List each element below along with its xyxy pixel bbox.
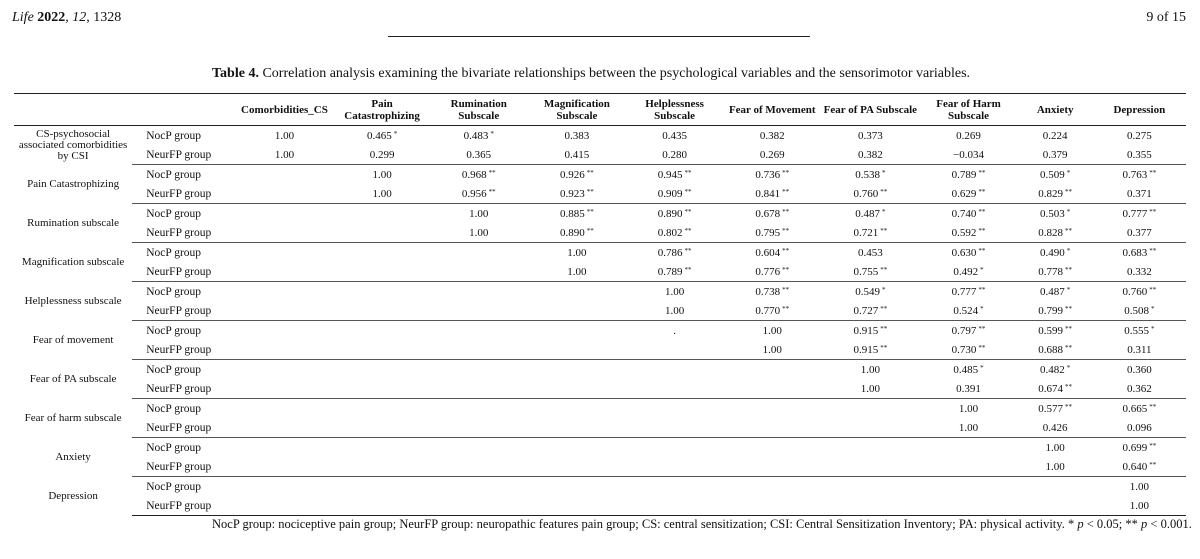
page-number: 9 of 15 [1146,10,1186,25]
correlation-cell [430,457,528,477]
correlation-cell: 0.730 ** [919,340,1017,360]
correlation-cell: 0.828 ** [1018,223,1093,243]
correlation-cell: 0.795 ** [723,223,821,243]
correlation-cell: 0.487 * [855,207,886,220]
group-label: NeurFP group [132,457,234,477]
correlation-cell: 1.00 [567,246,587,259]
correlation-cell: 0.383 [564,129,590,142]
correlation-cell [234,340,334,360]
table-header-row [14,94,1186,126]
correlation-table [14,93,1186,516]
correlation-cell [335,340,430,360]
group-label: NeurFP group [132,340,234,360]
correlation-cell [335,243,430,263]
correlation-cell [528,301,626,321]
correlation-cell: 0.371 [1093,184,1186,204]
correlation-cell [528,321,626,341]
correlation-cell [723,477,821,497]
journal-year: 2022 [37,10,66,25]
variable-label: Fear of movement [32,333,114,346]
correlation-cell: 0.224 [1042,129,1068,142]
table-body [14,126,1186,516]
correlation-cell: 0.362 [1093,379,1186,399]
correlation-cell: 0.592 ** [919,223,1017,243]
table-row [14,399,1186,419]
correlation-cell [335,262,430,282]
correlation-cell: 0.426 [1018,418,1093,438]
correlation-cell: 1.00 [469,207,489,220]
correlation-cell: 0.736 ** [755,168,790,181]
correlation-cell [430,418,528,438]
correlation-cell [430,496,528,516]
correlation-cell [528,360,626,380]
correlation-cell [430,282,528,302]
column-header: Comorbidities_CS [234,94,334,126]
group-label: NeurFP group [132,145,234,165]
group-label: NocP group [146,285,202,298]
correlation-cell [335,438,430,458]
correlation-cell: 0.760 ** [1122,285,1157,298]
correlation-cell [234,262,334,282]
correlation-cell: 0.629 ** [919,184,1017,204]
correlation-cell: 0.738 ** [755,285,790,298]
correlation-cell: 0.490 * [1040,246,1071,259]
correlation-cell [430,340,528,360]
table-caption-text: Correlation analysis examining the bivariate relationships between the psychological variables and the sensorimotor variables. [262,66,971,81]
group-label: NocP group [146,480,202,493]
correlation-cell: 1.00 [626,301,723,321]
article-number: 1328 [93,10,122,25]
correlation-cell: 0.915 ** [821,340,919,360]
variable-label: Fear of PA subscale [29,372,117,385]
correlation-cell [821,438,919,458]
correlation-cell: 0.373 [858,129,883,142]
correlation-cell: 0.415 [528,145,626,165]
group-label: NocP group [146,246,202,259]
correlation-cell: 1.00 [1093,496,1186,516]
correlation-cell [723,379,821,399]
correlation-cell: 0.503 * [1040,207,1071,220]
footnote-p1-rest: < 0.05; ** [1083,517,1142,531]
variable-label: Fear of harm subscale [24,411,122,424]
correlation-cell: 0.778 ** [1018,262,1093,282]
correlation-cell [430,321,528,341]
group-label: NeurFP group [132,262,234,282]
correlation-cell [234,184,334,204]
correlation-cell: 0.776 ** [723,262,821,282]
correlation-cell [1018,477,1093,497]
correlation-cell: 1.00 [762,324,782,337]
table-row [14,496,1186,516]
correlation-cell [528,399,626,419]
group-label: NocP group [146,324,202,337]
table-row [14,145,1186,165]
table-row [14,282,1186,302]
correlation-cell [234,223,334,243]
table-row [14,379,1186,399]
group-label: NocP group [146,363,202,376]
correlation-cell: 0.483 * [463,129,494,142]
correlation-cell: 0.096 [1093,418,1186,438]
correlation-cell [234,204,334,224]
correlation-cell: 0.740 ** [951,207,986,220]
table-row [14,477,1186,497]
correlation-cell: 1.00 [1045,441,1065,454]
correlation-cell: 0.640 ** [1093,457,1186,477]
correlation-cell [234,379,334,399]
correlation-cell [723,418,821,438]
correlation-cell [528,457,626,477]
correlation-cell [821,477,919,497]
group-label: NeurFP group [132,418,234,438]
table-row [14,340,1186,360]
correlation-cell: 0.311 [1093,340,1186,360]
correlation-cell [234,496,334,516]
group-label: NeurFP group [132,379,234,399]
correlation-cell: 0.391 [919,379,1017,399]
column-header: Anxiety [1018,94,1093,126]
correlation-cell: 0.841 ** [723,184,821,204]
correlation-cell: 1.00 [430,223,528,243]
correlation-cell [335,496,430,516]
correlation-cell: 0.915 ** [853,324,888,337]
correlation-cell [528,438,626,458]
correlation-cell [234,457,334,477]
correlation-cell: 0.604 ** [755,246,790,259]
correlation-cell [626,399,723,419]
correlation-cell [528,282,626,302]
correlation-cell: 1.00 [335,184,430,204]
correlation-cell: 0.909 ** [626,184,723,204]
correlation-cell [626,438,723,458]
correlation-cell: 0.280 [626,145,723,165]
correlation-cell: 0.755 ** [821,262,919,282]
correlation-cell [234,165,334,185]
column-header: Magnification Subscale [528,94,626,126]
correlation-cell: 1.00 [274,129,295,142]
correlation-cell: 0.555 * [1124,324,1155,337]
correlation-cell [335,457,430,477]
correlation-cell: 0.382 [821,145,919,165]
correlation-cell: 0.789 ** [626,262,723,282]
correlation-cell [335,418,430,438]
correlation-cell [430,379,528,399]
correlation-cell: 1.00 [958,402,979,415]
correlation-cell: 0.945 ** [657,168,692,181]
column-header: Rumination Subscale [430,94,528,126]
correlation-cell: 0.802 ** [626,223,723,243]
correlation-cell: −0.034 [919,145,1017,165]
correlation-cell [234,282,334,302]
correlation-cell [234,477,334,497]
journal-name: Life [12,10,34,25]
table-row [14,321,1186,341]
correlation-cell: 1.00 [1018,457,1093,477]
correlation-cell: 0.674 ** [1018,379,1093,399]
correlation-cell: 0.699 ** [1122,441,1157,454]
variable-label: Magnification subscale [21,255,125,268]
correlation-cell [723,438,821,458]
correlation-cell: 0.355 [1093,145,1186,165]
group-label: NocP group [146,129,202,142]
correlation-cell: 0.890 ** [657,207,692,220]
footnote-p2-rest: < 0.001. [1147,517,1192,531]
correlation-cell: 0.332 [1093,262,1186,282]
correlation-cell [335,477,430,497]
correlation-cell: 0.721 ** [821,223,919,243]
correlation-cell: 0.777 ** [951,285,986,298]
correlation-cell [430,399,528,419]
correlation-cell: 0.599 ** [1038,324,1073,337]
correlation-cell: 1.00 [234,145,334,165]
column-header: Fear of Movement [723,94,821,126]
correlation-cell: 0.577 ** [1038,402,1073,415]
correlation-cell: 0.789 ** [951,168,986,181]
group-label: NocP group [146,441,202,454]
correlation-cell [528,418,626,438]
table-label: Table 4. [212,66,259,81]
correlation-cell: 0.797 ** [951,324,986,337]
table-row [14,262,1186,282]
correlation-cell: . [673,324,676,337]
correlation-cell [430,477,528,497]
correlation-cell: 0.777 ** [1122,207,1157,220]
correlation-cell [626,360,723,380]
correlation-cell: 0.678 ** [755,207,790,220]
correlation-cell [919,457,1017,477]
table-row [14,418,1186,438]
correlation-cell [821,457,919,477]
correlation-cell [335,379,430,399]
correlation-cell [821,496,919,516]
correlation-cell [528,340,626,360]
correlation-cell [234,243,334,263]
correlation-cell: 0.435 [662,129,687,142]
footnote-p1: p [1077,517,1084,531]
group-label: NeurFP group [132,496,234,516]
header-rule [388,36,810,37]
correlation-cell: 0.549 * [855,285,886,298]
group-label: NeurFP group [132,223,234,243]
correlation-cell: 0.829 ** [1018,184,1093,204]
correlation-cell: 1.00 [664,285,685,298]
correlation-cell [335,399,430,419]
footnote-p2: p [1141,517,1148,531]
correlation-cell: 0.508 * [1093,301,1186,321]
variable-label: Pain Catastrophizing [27,177,120,190]
correlation-cell: 0.509 * [1040,168,1071,181]
column-header: Helplessness Subscale [626,94,723,126]
correlation-cell [626,379,723,399]
correlation-cell [430,360,528,380]
correlation-cell [723,399,821,419]
correlation-cell [335,360,430,380]
group-label: NeurFP group [132,184,234,204]
running-header: Life 2022, 12, 1328 [12,10,122,25]
correlation-cell: 0.492 * [919,262,1017,282]
correlation-cell [234,321,334,341]
correlation-cell: 0.885 ** [560,207,594,220]
table-row [14,301,1186,321]
correlation-cell [919,438,1017,458]
correlation-cell: 0.683 ** [1122,246,1157,259]
correlation-cell [723,360,821,380]
correlation-cell [335,321,430,341]
column-header: Pain Catastrophizing [335,94,430,126]
correlation-cell: 0.360 [1126,363,1152,376]
header-blank-variable [14,94,132,126]
correlation-cell: 1.00 [919,418,1017,438]
correlation-cell: 0.923 ** [528,184,626,204]
correlation-cell: 0.465 * [366,129,398,142]
correlation-cell: 0.482 * [1040,363,1071,376]
correlation-cell: 1.00 [821,379,919,399]
journal-volume: 12 [72,10,87,25]
correlation-cell: 0.269 [723,145,821,165]
correlation-cell [234,399,334,419]
correlation-cell [430,438,528,458]
correlation-cell [528,496,626,516]
column-header: Depression [1093,94,1186,126]
correlation-cell: 0.786 ** [657,246,692,259]
correlation-cell: 0.269 [956,129,981,142]
header-blank-group [132,94,234,126]
correlation-cell: 0.487 * [1040,285,1071,298]
column-header: Fear of PA Subscale [821,94,919,126]
correlation-cell: 1.00 [528,262,626,282]
correlation-cell [821,418,919,438]
correlation-cell: 0.275 [1126,129,1152,142]
table-row [14,438,1186,458]
correlation-cell [430,301,528,321]
correlation-cell: 1.00 [372,168,392,181]
correlation-cell: 0.799 ** [1018,301,1093,321]
correlation-cell: 0.538 * [855,168,886,181]
correlation-cell: 0.968 ** [461,168,496,181]
correlation-cell [723,496,821,516]
correlation-cell [335,204,430,224]
table-row [14,457,1186,477]
correlation-cell [626,477,723,497]
group-label: NocP group [146,402,202,415]
table-footnote [212,517,1192,531]
correlation-cell: 0.956 ** [430,184,528,204]
table-row [14,126,1186,146]
correlation-cell [626,340,723,360]
correlation-cell [919,477,1017,497]
correlation-cell: 0.763 ** [1122,168,1157,181]
correlation-cell: 0.524 * [919,301,1017,321]
variable-label: CS-psychosocial associated comorbidities by CSI [18,127,128,162]
table-row [14,165,1186,185]
correlation-cell [335,282,430,302]
correlation-cell [430,243,528,263]
table-row [14,360,1186,380]
correlation-cell: 0.630 ** [951,246,986,259]
correlation-cell [626,418,723,438]
correlation-cell: 1.00 [860,363,880,376]
correlation-cell [626,457,723,477]
group-label: NeurFP group [132,301,234,321]
table-row [14,204,1186,224]
correlation-cell: 0.453 [858,246,883,259]
correlation-cell [234,438,334,458]
correlation-cell: 1.00 [1129,480,1149,493]
variable-label: Helplessness subscale [24,294,122,307]
correlation-cell [335,301,430,321]
correlation-cell: 0.382 [759,129,785,142]
footnote-text: NocP group: nociceptive pain group; NeurFP group: neuropathic features pain group; CS: central sensitization; CSI: Central Sensitization Inventory; PA: physical activity. * [212,517,1078,531]
correlation-cell: 0.688 ** [1018,340,1093,360]
correlation-cell: 0.770 ** [723,301,821,321]
variable-label: Anxiety [55,450,91,463]
correlation-cell [528,477,626,497]
variable-label: Depression [48,489,98,502]
correlation-cell: 0.299 [335,145,430,165]
correlation-cell: 0.485 * [953,363,984,376]
correlation-cell [1018,496,1093,516]
column-header: Fear of Harm Subscale [919,94,1017,126]
correlation-cell [821,399,919,419]
correlation-cell: 0.377 [1093,223,1186,243]
correlation-cell [430,262,528,282]
group-label: NocP group [146,168,202,181]
correlation-cell: 0.379 [1018,145,1093,165]
table-row [14,243,1186,263]
table-row [14,223,1186,243]
correlation-cell: 0.727 ** [821,301,919,321]
correlation-cell: 0.365 [430,145,528,165]
correlation-cell [626,496,723,516]
correlation-cell [528,379,626,399]
correlation-cell [335,223,430,243]
correlation-cell: 0.890 ** [528,223,626,243]
correlation-cell [919,496,1017,516]
correlation-cell: 0.665 ** [1122,402,1157,415]
correlation-cell [234,418,334,438]
table-row [14,184,1186,204]
correlation-cell: 0.926 ** [560,168,594,181]
correlation-cell [234,301,334,321]
table-caption [212,66,970,82]
variable-label: Rumination subscale [27,216,120,229]
correlation-cell [723,457,821,477]
correlation-cell: 0.760 ** [821,184,919,204]
group-label: NocP group [146,207,202,220]
correlation-cell [234,360,334,380]
correlation-cell: 1.00 [723,340,821,360]
